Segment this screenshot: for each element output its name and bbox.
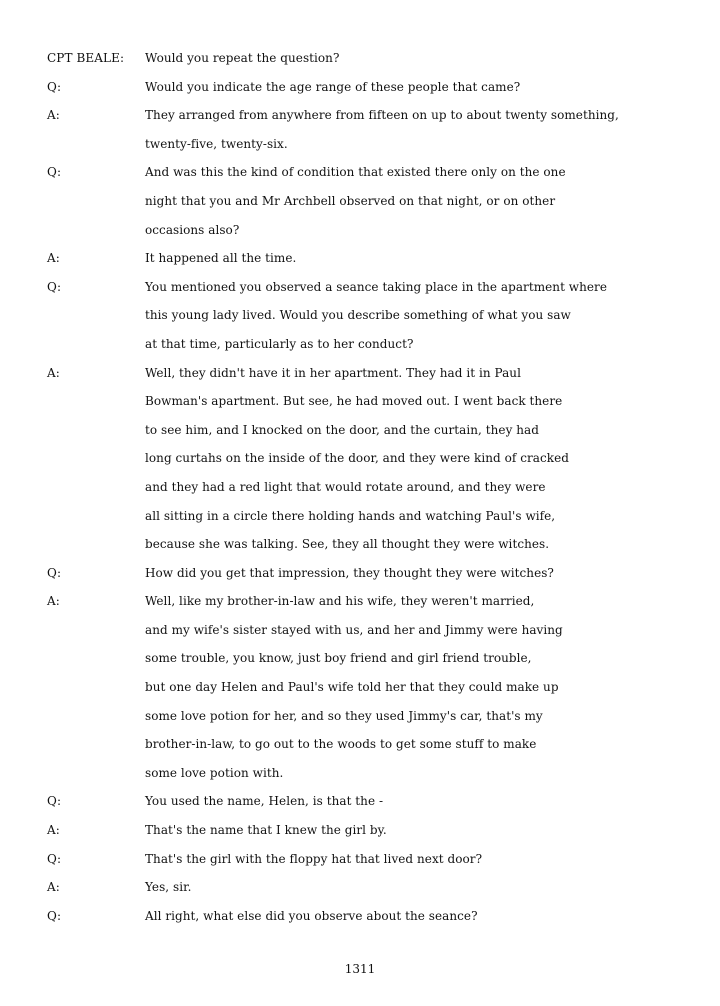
speech-line: some love potion with.	[145, 765, 284, 780]
transcript-entry	[47, 101, 687, 158]
page-number: 1311	[344, 962, 376, 976]
speech-line: Well, like my brother-in-law and his wife, they weren't married,	[145, 594, 535, 609]
speech-line: All right, what else did you observe about the seance?	[145, 908, 478, 923]
speaker-label: Q:	[47, 79, 62, 94]
speech-text	[145, 244, 675, 273]
transcript-entry	[47, 559, 687, 588]
speech-line: That's the name that I knew the girl by.	[145, 823, 387, 838]
speech-line: It happened all the time.	[145, 251, 297, 266]
transcript-entry	[47, 787, 687, 816]
speaker-label: A:	[47, 108, 60, 123]
speech-text	[145, 73, 675, 102]
speech-text	[145, 787, 675, 816]
speech-text	[145, 559, 675, 588]
speaker-label: A:	[47, 823, 60, 838]
transcript-entry	[47, 902, 687, 931]
transcript-entry	[47, 158, 687, 244]
speech-line: That's the girl with the floppy hat that lived next door?	[145, 851, 483, 866]
transcript-entry	[47, 73, 687, 102]
speech-line: And was this the kind of condition that existed there only on the one	[145, 165, 566, 180]
speaker-label: Q:	[47, 279, 62, 294]
speaker-label: Q:	[47, 794, 62, 809]
transcript-entry	[47, 816, 687, 845]
speech-line: but one day Helen and Paul's wife told her that they could make up	[145, 680, 559, 695]
speaker-label: A:	[47, 880, 60, 895]
speaker-label: A:	[47, 365, 60, 380]
speech-line: some trouble, you know, just boy friend and girl friend trouble,	[145, 651, 532, 666]
speech-text	[145, 359, 675, 559]
speaker-label: Q:	[47, 165, 62, 180]
speech-line: occasions also?	[145, 222, 240, 237]
speaker-label: A:	[47, 251, 60, 266]
speech-line: You used the name, Helen, is that the -	[145, 794, 384, 809]
speaker-label: Q:	[47, 565, 62, 580]
speech-line: They arranged from anywhere from fifteen on up to about twenty something,	[145, 108, 619, 123]
speech-line: to see him, and I knocked on the door, and the curtain, they had	[145, 422, 539, 437]
transcript-entry	[47, 359, 687, 559]
speech-text	[145, 873, 675, 902]
speaker-label: Q:	[47, 908, 62, 923]
speech-line: brother-in-law, to go out to the woods to get some stuff to make	[145, 737, 537, 752]
speaker-label: A:	[47, 594, 60, 609]
transcript-entry	[47, 873, 687, 902]
speech-line: all sitting in a circle there holding hands and watching Paul's wife,	[145, 508, 556, 523]
speech-line: and they had a red light that would rotate around, and they were	[145, 479, 546, 494]
speech-text	[145, 158, 675, 244]
speech-text	[145, 587, 675, 787]
speech-line: Yes, sir.	[145, 880, 192, 895]
speech-line: this young lady lived. Would you describe something of what you saw	[145, 308, 571, 323]
speech-text	[145, 273, 675, 359]
speech-line: night that you and Mr Archbell observed on that night, or on other	[145, 193, 556, 208]
speaker-label: Q:	[47, 851, 62, 866]
transcript-entry	[47, 273, 687, 359]
speech-line: twenty-five, twenty-six.	[145, 136, 288, 151]
speech-line: How did you get that impression, they thought they were witches?	[145, 565, 554, 580]
transcript-entry	[47, 845, 687, 874]
speech-line: and my wife's sister stayed with us, and her and Jimmy were having	[145, 622, 563, 637]
speaker-label: CPT BEALE:	[47, 51, 125, 65]
transcript-entry	[47, 587, 687, 787]
speech-line: You mentioned you observed a seance taking place in the apartment where	[145, 279, 607, 294]
transcript-entry	[47, 44, 687, 73]
speech-line: because she was talking. See, they all thought they were witches.	[145, 537, 550, 552]
speech-text	[145, 816, 675, 845]
speech-line: Bowman's apartment. But see, he had moved out. I went back there	[145, 394, 563, 409]
speech-line: Would you indicate the age range of these people that came?	[145, 79, 521, 94]
speech-line: some love potion for her, and so they used Jimmy's car, that's my	[145, 708, 543, 723]
speech-text	[145, 902, 675, 931]
speech-line: Would you repeat the question?	[145, 51, 340, 65]
transcript-body	[47, 44, 687, 930]
speech-line: Well, they didn't have it in her apartment. They had it in Paul	[145, 365, 521, 380]
speech-line: long curtahs on the inside of the door, and they were kind of cracked	[145, 451, 569, 466]
speech-text	[145, 101, 675, 158]
speech-line: at that time, particularly as to her conduct?	[145, 336, 414, 351]
speech-text	[145, 44, 675, 73]
speech-text	[145, 845, 675, 874]
transcript-entry	[47, 244, 687, 273]
